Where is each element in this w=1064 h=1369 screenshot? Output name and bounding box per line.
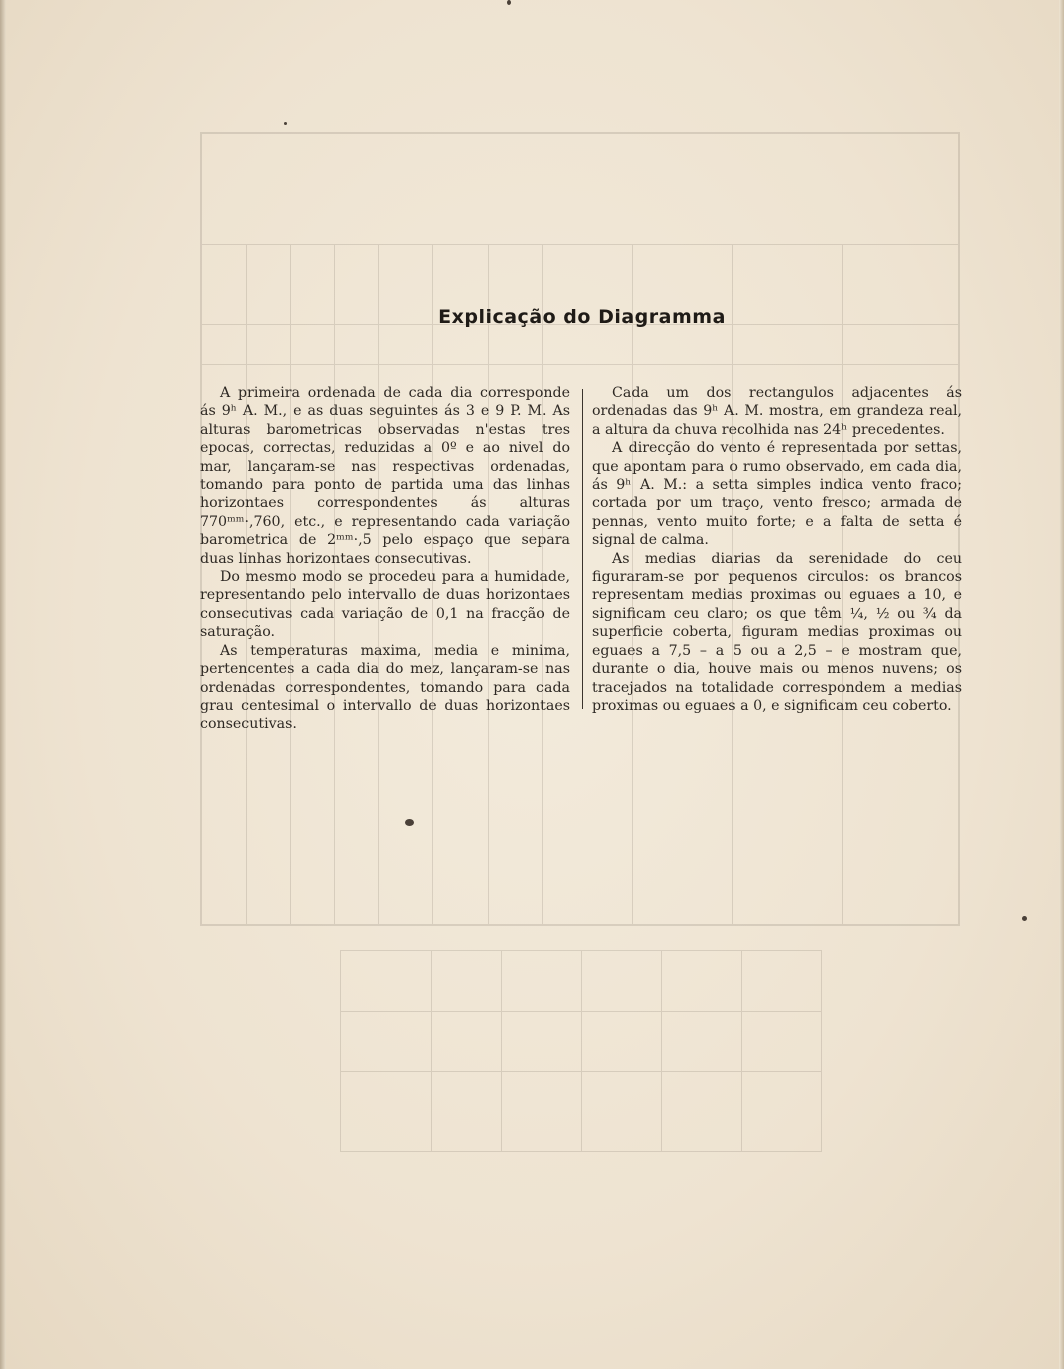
barometer-paragraph: A primeira ordenada de cada dia corresponde ás 9ʰ A. M., e as duas seguintes ás 3 e 9 P. M. As alturas barometricas observadas n'estas tres epocas, correctas, reduzidas a 0º e ao nivel do mar, lançaram-se nas respectivas ordenadas, tomando para ponto de partida uma das linhas horizontaes correspondentes ás alturas 770ᵐᵐ·,760, etc., e representando cada variação barometrica de 2ᵐᵐ·,5 pelo espaço que separa duas linhas horizontaes consecutivas.: [200, 385, 570, 567]
wind-paragraph: A direcção do vento é representada por settas, que apontam para o rumo observado, em cada dia, ás 9ʰ A. M.: a setta simples indica vento fraco; cortada por um traço, vento fresco; armada de pennas, vento muito forte; e a falta de setta é signal de calma.: [592, 440, 962, 549]
column-divider: [582, 389, 583, 709]
humidity-paragraph: Do mesmo modo se procedeu para a humidade, representando pelo intervallo de duas horizontaes consecutivas cada variação de 0,1 na fracção de saturação.: [200, 569, 570, 641]
ink-spot: [405, 819, 414, 826]
rain-paragraph: Cada um dos rectangulos adjacentes ás ordenadas das 9ʰ A. M. mostra, em grandeza real, a altura da chuva recolhida nas 24ʰ precedentes.: [592, 385, 962, 438]
right-column: [592, 384, 962, 715]
temperature-paragraph: As temperaturas maxima, media e minima, pertencentes a cada dia do mez, lançaram-se nas ordenadas correspondentes, tomando para cada grau centesimal o intervallo de duas horizontaes consecutivas.: [200, 642, 570, 733]
page-edge-left: [0, 0, 6, 1369]
page-edge-right: [1059, 0, 1064, 1369]
sky-paragraph: As medias diarias da serenidade do ceu figuraram-se por pequenos circulos: os brancos representam medias proximas ou eguaes a 10, e significam ceu claro; os que têm ¼, ½ ou ¾ da superficie coberta, figuram medias proximas ou eguaes a 7,5 – a 5 ou a 2,5 – e mostram que, durante o dia, houve mais ou menos nuvens; os tracejados na totalidade correspondem a medias proximas ou eguaes a 0, e significam ceu coberto.: [592, 550, 962, 714]
ink-spot: [507, 0, 511, 5]
ink-spot: [284, 122, 287, 125]
left-column: [200, 384, 570, 734]
page-title: Explicação do Diagramma: [438, 306, 726, 328]
ink-spot: [1022, 916, 1027, 921]
